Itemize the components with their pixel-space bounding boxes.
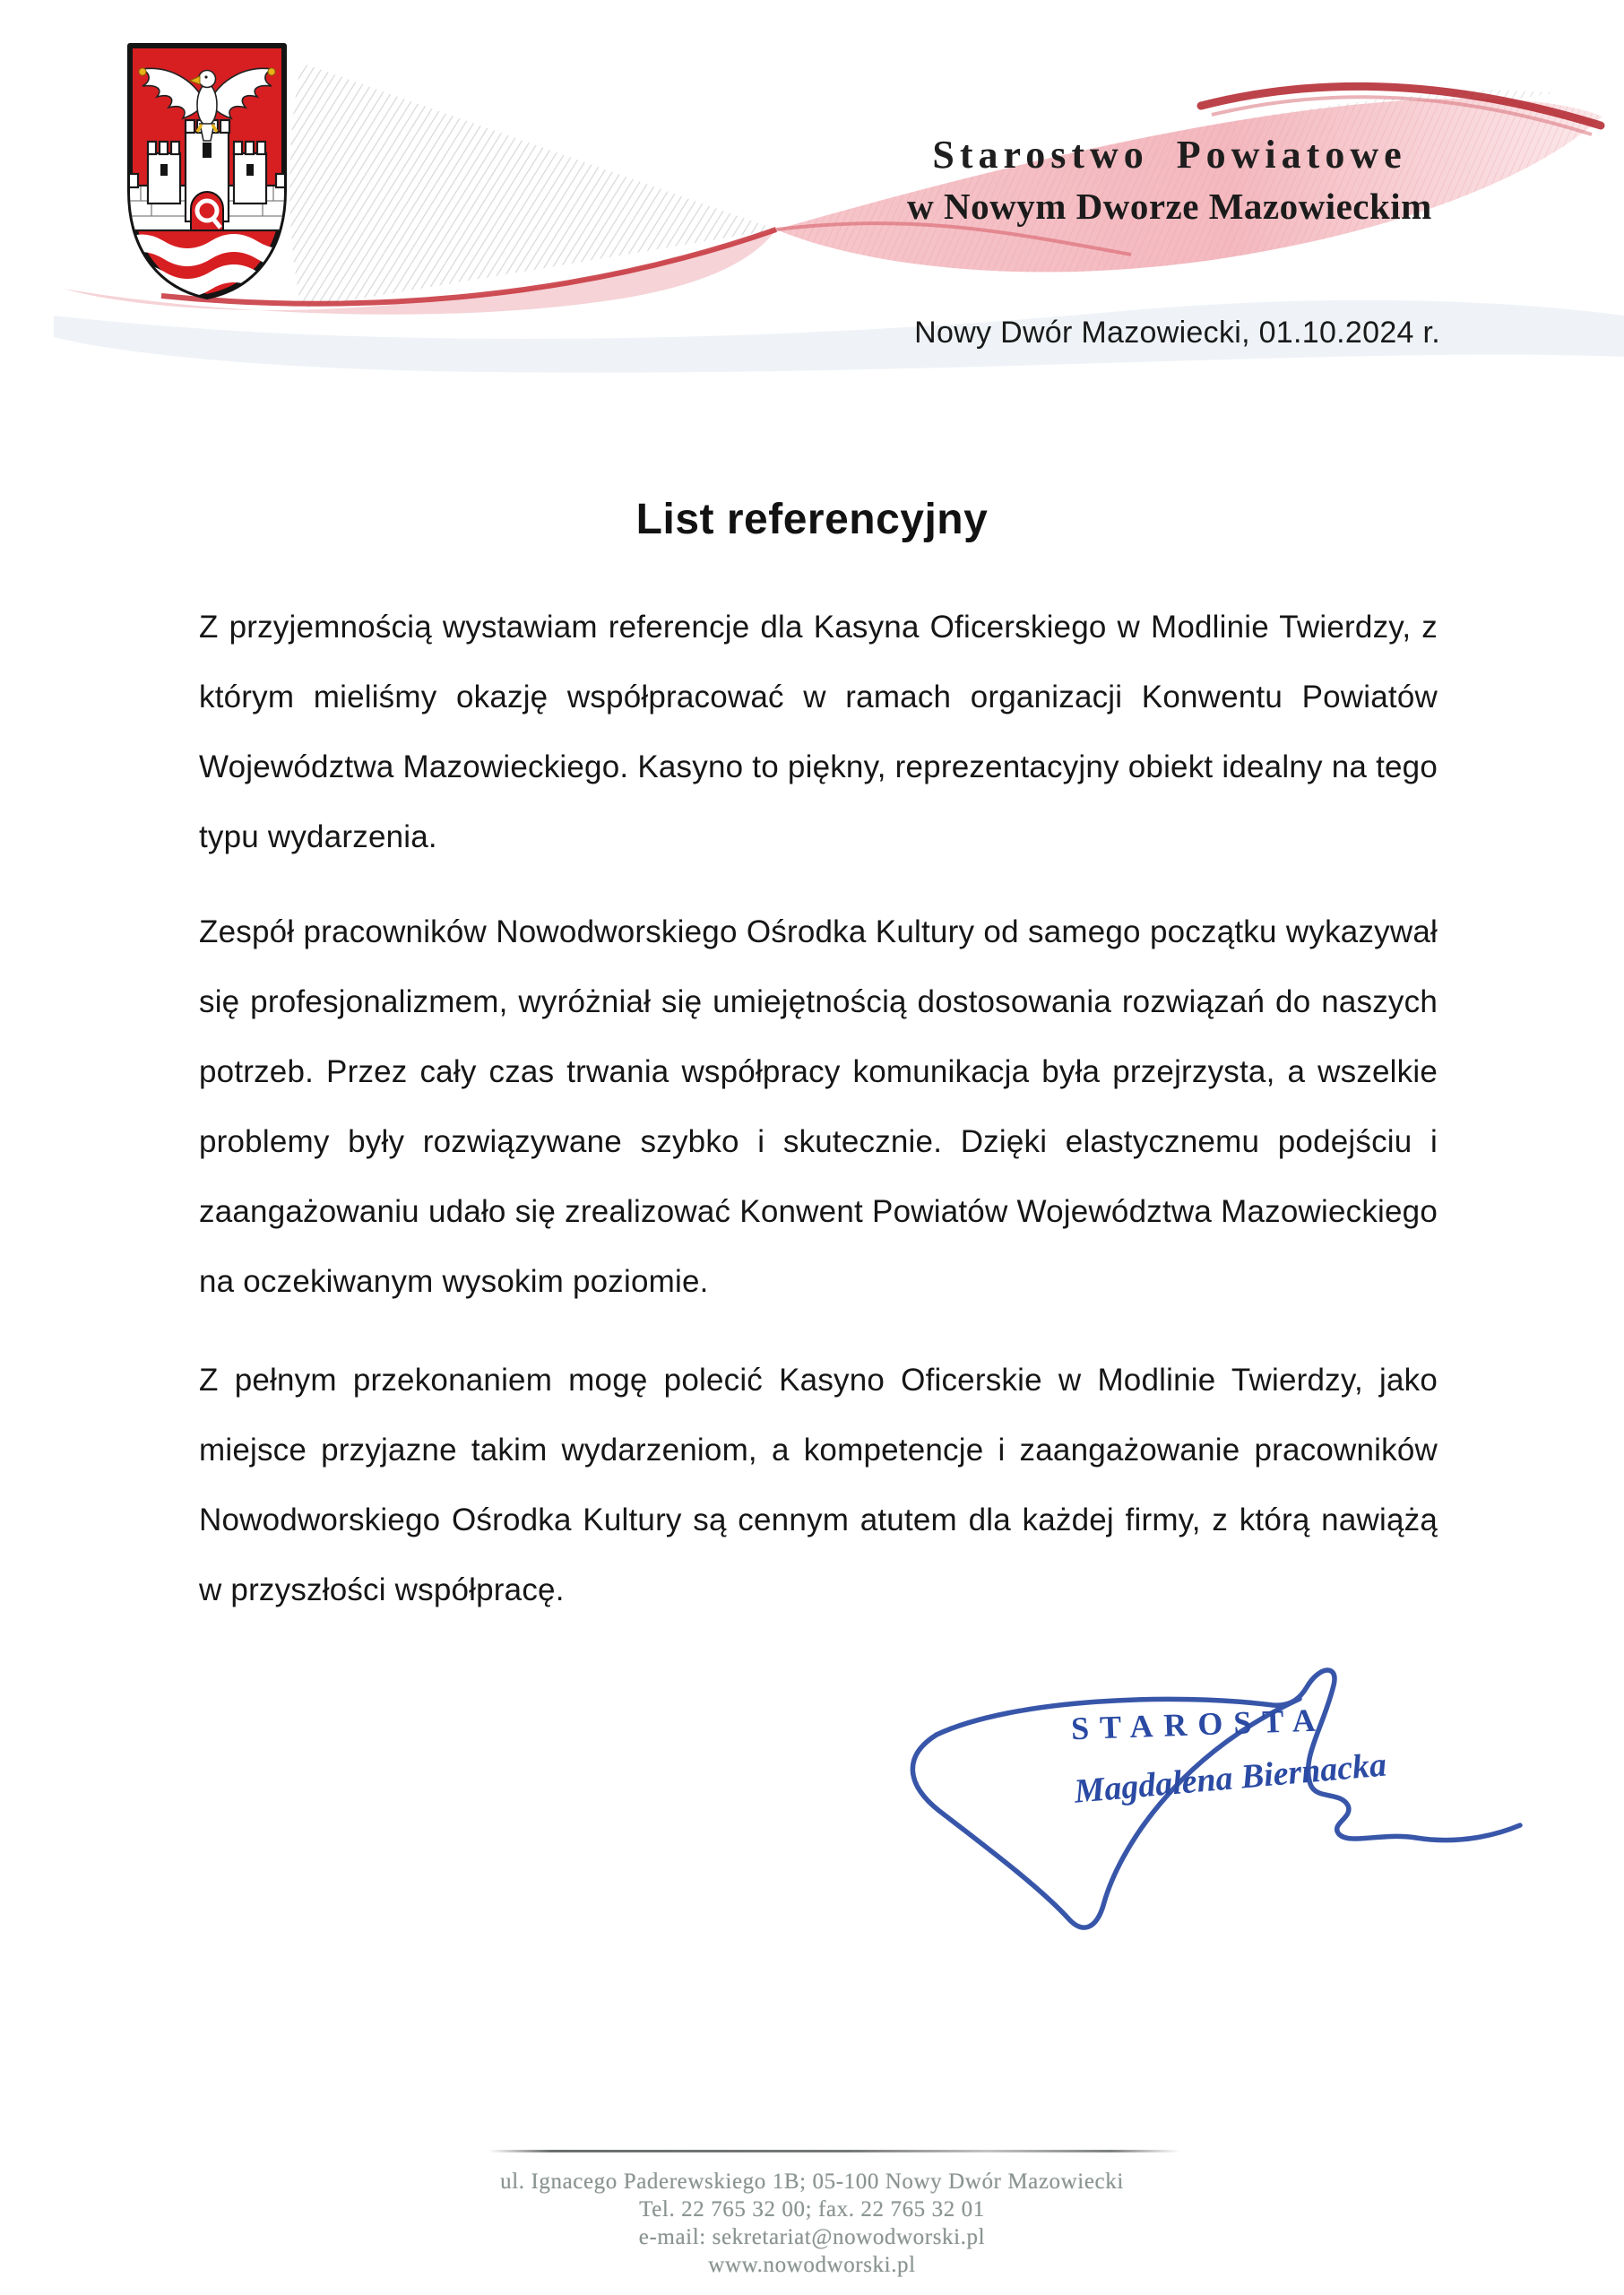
org-name-block [896, 131, 1443, 230]
paragraph-1: Z przyjemnością wystawiam referencje dla Kasyna Oficerskiego w Modlinie Twierdzy, z którym mieliśmy okazję współpracować w ramach organizacji Konwentu Powiatów Województwa Mazowieckiego. Kasyno to piękny, reprezentacyjny obiekt idealny na tego typu wydarzenia. [199, 610, 1438, 854]
org-name-line2: w Nowym Dworze Mazowieckim [907, 186, 1432, 227]
paragraph-3: Z pełnym przekonaniem mogę polecić Kasyno Oficerskie w Modlinie Twierdzy, jako miejsce przyjazne takim wydarzeniom, a kompetencje i zaangażowanie pracowników Nowodworskiego Ośrodka Kultury są cennym atutem dla każdej firmy, z którą nawiążą w przyszłości współpracę. [199, 1363, 1438, 1607]
coat-of-arms-icon [121, 39, 293, 302]
date-line: Nowy Dwór Mazowiecki, 01.10.2024 r. [914, 316, 1440, 350]
paragraph-2: Zespół pracowników Nowodworskiego Ośrodka Kultury od samego początku wykazywał się profesjonalizmem, wyróżniał się umiejętnością dostosowania rozwiązań do naszych potrzeb. Przez cały czas trwania współpracy komunikacja była przejrzysta, a wszelkie problemy były rozwiązywane szybko i skutecznie. Dzięki elastycznemu podejściu i zaangażowaniu udało się zrealizować Konwent Powiatów Województwa Mazowieckiego na oczekiwanym wysokim poziomie. [199, 914, 1438, 1299]
footer-website: www.nowodworski.pl [708, 2253, 916, 2277]
handwritten-signature-icon [878, 1650, 1559, 1972]
footer-block [0, 2168, 1624, 2279]
footer-email: e-mail: sekretariat@nowodworski.pl [638, 2225, 986, 2249]
footer-divider [488, 2150, 1180, 2152]
stamp-role-text: STAROSTA [1070, 1702, 1327, 1747]
footer-address: ul. Ignacego Paderewskiego 1B; 05-100 Nowy Dwór Mazowiecki [500, 2169, 1124, 2194]
letter-title: List referencyjny [635, 496, 989, 543]
signature-block [878, 1650, 1559, 1972]
org-name-line1: Starostwo Powiatowe [932, 133, 1407, 177]
stamp-name-text: Magdalena Biernacka [1072, 1745, 1388, 1811]
footer-phone-fax: Tel. 22 765 32 00; fax. 22 765 32 01 [639, 2197, 985, 2221]
